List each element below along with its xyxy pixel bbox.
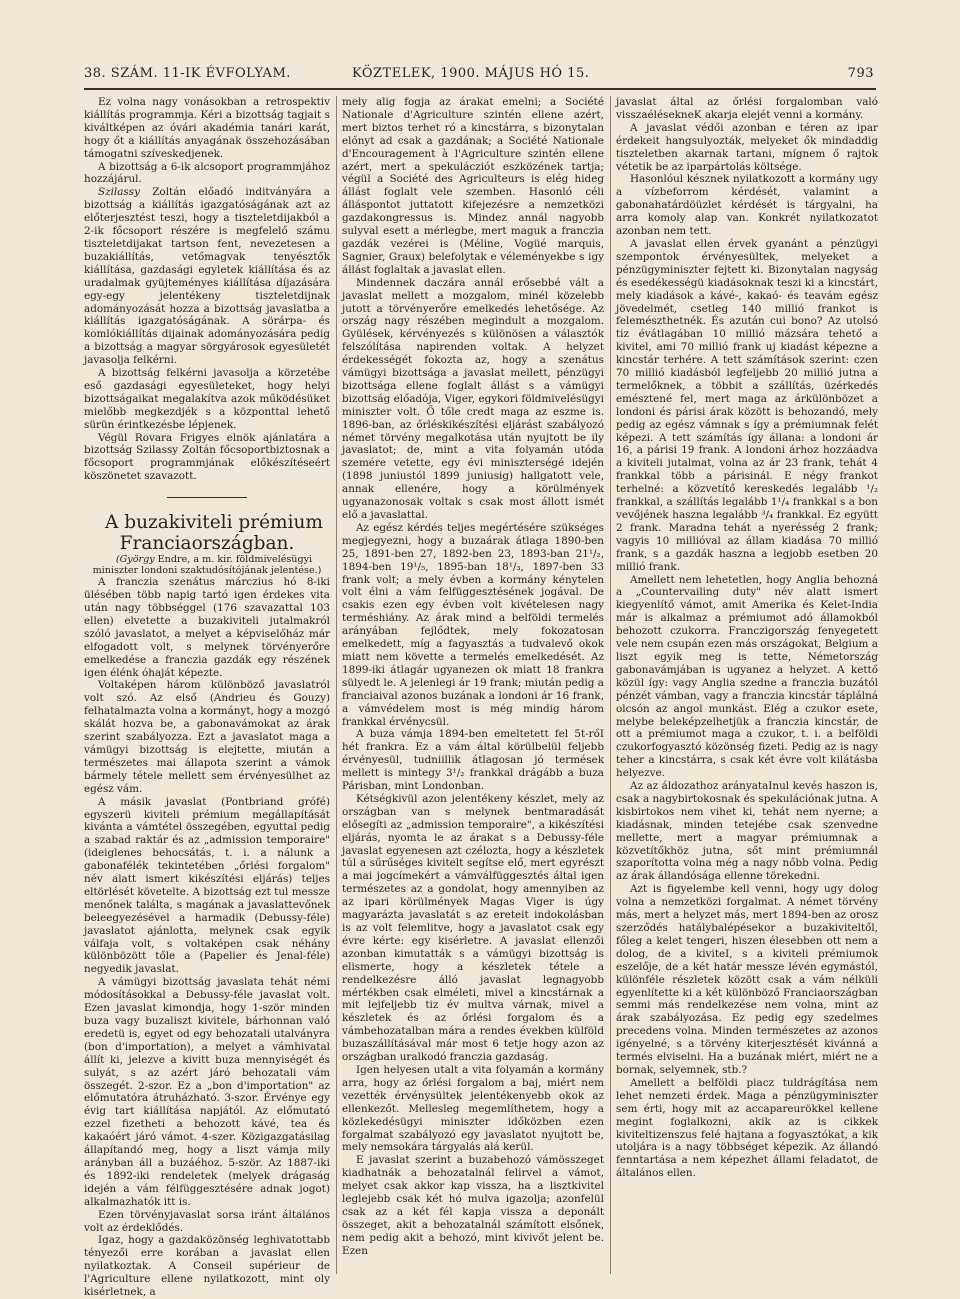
paragraph: Az egész kérdés teljes megértésére szükséges megjegyezni, hogy a buzaárak átlaga 1890-ben 25, 1891-ben 27, 1892-ben 23, 1893-ban 21¹/₂, 1894-ben 19¹/₅, 1895-ban 18¹/₃, 1897-ben 33 frank volt; a mely évben a kormány kénytelen volt élni a vám felfüggesztésének jogával. De csakis ezen egy évben volt kivételesen nagy terméshiány. Az árak mind a belföldi termelés arányában fejlődtek, mely fokozatosan emelkedett, míg a fagyasztás a tudvalevő okok miatt nem követte a termelés emelkedését. Az 1899-iki átlagár ugyanezen ok miatt 18 frankra sülyedt le. A jelenlegi ár 19 frank; miután pedig a franciaival azonos buzának a londoni ár 16 frank, a vámvédelem most is még mindig három frankkal érvénycsül. — [342, 521, 604, 728]
paragraph-text: Zoltán előadó inditványára a bizottság a kiállítás igazgatóságának azt az előterjesztést teszi, hogy a tiszteletdijakból a 2-ik főcsoport részére is megfelelő számu tiszteletdijakat tartson fent, nevezetesen a buzakiállítás, vetőmagvak tenyésztők kiállítása, gazdasági egyletek kiállítása és az uradalmak gyüjteményes kiállítása díjazására egy-egy jelentékeny tiszteletdijnak adományozását hozza a bizottság javaslatba a kiállítás igazgatóságának. A sörárpa- és komlókiállítás dijainak adományozására pedig a bizottság a magyar sörgyárosok egyesületét javasolja felkérni. — [84, 186, 330, 367]
paragraph: Mindennek daczára annál erősebbé vált a javaslat mellett a mozgalom, minél közelebb jutott a törvényerőre emelkedés lehetősége. Az ország nagy részében megindult a mozgalom. Gyülések, kérvényezés s különösen a választók felszólítása napirenden voltak. A helyzet érdekességét fokozta az, hogy a szenátus vámügyi bizottsága a javaslat mellett, pénzügyi bizottsága ellene foglalt állást s a vámügyi bizottság előadója, Viger, egykori földmivelésügyi miniszter volt. Ő tőle credt maga az eszme is. 1896-ban, az őrléskikészítési eljárást szabályozó német törvény megalkotása után nyujtott be ily javaslatot; de, mint a vita folyamán utóda szemére vetette, egy évi miniszterségé idején (1898 juniustól 1899 juniusig) hallgatott vele, annak ellenére, hogy a körülmények ugyanazonosak voltak s csak most állott ismét elő a javaslattal. — [342, 276, 604, 521]
author-name: (György — [115, 554, 155, 566]
article-separator — [167, 497, 247, 498]
header-rule — [84, 88, 876, 90]
issue-label: 38. SZÁM. 11-IK ÉVFOLYAM. — [84, 66, 291, 81]
paragraph: Azt is figyelembe kell venni, hogy ugy dolog volna a nemzetközi forgalmat. A német törvény más, mert a helyzet más, mert 1894-ben az orosz szerződés hatálybalépésekor a buzakiviteltől, főleg a kelet tengeri, hiszen élesebben ott nem a dolog, de a kiviteI, s a kiviteli prémiumok eszelője, de a két határ messze lévén egymástól, különféle részletek között csak a vám nélküli egyenlítette ki a két különböző Franciaországban semmi más rendelkezése nem volna, mint az árak szabályozása. Ez pedig egy szedelmes precedens volna. Minden természetes az azonos igényelné, s a törvény kiterjesztését kivánná a termés elviselni. Ha a buzának miért, miért ne a bornak, selyemnek, stb.? — [616, 883, 878, 1076]
article-byline — [84, 554, 330, 576]
paragraph: A bizottság felkérni javasolja a körzetébe eső gazdasági egyesületeket, hogy helyi bizottságaikat megalakítva azok működésüket mielőbb megkezdjék s a központtal lehető sürün érintkezésbe lépjenek. — [84, 367, 330, 431]
publication-date: KÖZTELEK, 1900. MÁJUS HÓ 15. — [352, 66, 590, 81]
paragraph: A buza vámja 1894-ben emeltetett fel 5t-rőI hét frankra. Ez a vám által körülbelül feljebb érvényesül, tudniillik átlagosan jó termések mellett is mintegy 3¹/₂ frankkal drágább a buza Párisban, mint Londonban. — [342, 728, 604, 793]
paragraph: A franczia szenátus márczius hó 8-iki ülésében több napig tartó igen érdekes vita után nagy többséggel (176 szavazattal 103 ellen) elvetette a buzakiviteli jutalmakról szóló javaslatot, a melyet a képviselőház már elfogadott volt, s melynek törvényerőre emelkedése a franczia gazdák egy részének igen élénk óhaját képezte. — [84, 576, 330, 679]
paragraph: Igen helyesen utalt a vita folyamán a kormány arra, hogy az őrlési forgalom a baj, miért nem vezették érvénysültek jelentékenyebb okok az ellenkezőt. Mellesleg megemlíthetem, hogy a közlekedésügyi miniszter időközben ezen forgalmat szabályozó egy javaslatot nyujtott be, mely nemsokára tárgyalás alá kerül. — [342, 1063, 604, 1154]
article-headline: A buzakiviteli prémium Franciaországban. — [105, 512, 323, 555]
paragraph: Ez volna nagy vonásokban a retrospektiv kiállítás programmja. Kéri a bizottság tagjait s kiváltképen az óvári akadémia tanári karát, hogy őt a kiállítás anyagának összehozásában támogatni szíveskedjenek. — [84, 96, 330, 160]
paragraph: Voltaképen három különböző javaslatról volt szó. Az első (Andrieu és Gouzy) felhatalmazta volna a kormányt, hogy a mozgó skálát hozva be, a gabonavámokat az árak szerint szabályozza. Ezt a javaslatot maga a vámügyi bizottság is elejtette, miután a természetes mai állapota szerint a vámok bármely tétele mellett sem érvényesülhet az egész vám. — [84, 679, 330, 795]
paragraph: A javaslat védői azonban e téren az ipar érdekeit hangsulyozták, melyeket ők mindaddig tiszteletben akarnak tartani, mígnem ő rajtok vétetik be az iparpártolás költsége. — [616, 121, 878, 173]
paragraph: Amellett a belföldi piacz tuldrágítása nem lehet nemzeti érdek. Maga a pénzügyminiszter sem érti, hogy mit az accapareurökkel kellene megint foglalkozni, akik az is cikkek kiviteltizenszus felé hajtana a fogyasztókat, a kik utoljára is a nagy többséget képezik. Az állandó fenntartása a nem képezhet állami feladatot, de általános ellen. — [616, 1076, 878, 1180]
page-number: 793 — [847, 66, 874, 81]
page-header — [84, 64, 876, 86]
paragraph: Kétségkivül azon jelentékeny készlet, mely az országban van s melynek bentmaradását elősegíti az „admission temporaire", a kikészítési eljárás, nyomta le az árakat s a Debussy-féle javaslat egyenesen azt czélozta, hogy a készletek túl a sűrűséges kivitelt segítse elő, mert egyrészt a mai jogcímekért a vámválfüggesztés által igen természetes az a gondolat, hogy amennyiben az az ipari körülmények Magas Viger is úgy magyarázta javaslatát s az ereteit indokolásban is az volt felemlitve, hogy a javaslatot csak egy évre kérte: egy kisérletre. A javaslat ellenzői azonban kimutatták s a vámügyi bizottság is elismerte, hogy a készletek tétele a rendelkezésre álló javaslat legnagyobb mértékben csak elméleti, mivel a kincstárnak a mit lejfeljebb tiz év multva várnak, mivel a készletek és az őrlési forgalom és a vámbehozatalban mára a rendes években külföld buzaszállításával már most 6 tetje hogy azon az országban uralkodó franczia gazdaság. — [342, 792, 604, 1064]
paragraph: javaslat által az őrlési forgalomban való visszaélésekneK akarja elejét venni a kormány. — [616, 96, 878, 121]
paragraph: Ezen törvényjavaslat sorsa iránt általános volt az érdeklődés. — [84, 1208, 330, 1234]
paragraph: mely alig fogja az árakat emelni; a Société Nationale d'Agriculture szintén ellene azért, mert biztos terhet ró a kincstárra, s bizonytalan előnyt ad csak a gazdának; a Société Nationale d'Encouragement à l'Agriculture szintén ellene azért, mert a spekulácziót eszközének tartja; végül a Société des Agriculteurs is elég hideg állást foglalt vele szemben. Hasonló céli álláspontot juttatott kifejezésre a nemzetközi gazdakongressus is. Mindez annál nagyobb sulyval esett a mérlegbe, mert maguk a franczia gazdák vezérei is (Méline, Vogüé marquis, Sagnier, Graux) belefolytak e véleményekbe s igy állást foglaltak a javaslat ellen. — [342, 96, 604, 276]
name: Szilassy — [98, 186, 140, 199]
byline-text: Endre, a m. kir. földmivelésügyi miniszter londoni szaktudósítójának jelentése.) — [92, 554, 322, 577]
column-divider — [336, 96, 337, 1274]
paragraph: A másik javaslat (Pontbriand grófé) egyszerü kiviteli prémium megállapítását kivánta a vámtétel összegében, egyuttal pedig a szabad raktár és az „admission temporaire" (ideiglenes behocsátás, t. i. a nálunk a gabonafélék tekintetében „őrlési forgalom" név alatt ismert kikészítési eljárás) teljes eltörlését követelte. A bizottság ezt tul messze menőnek találta, s magának a javaslattevőnek beleegyezésével a harmadik (Debussy-féle) javaslatot ajánlotta, melynek csak egyik válfaja volt, s voltaképen csak néhány különbözött tőle a (Papelier és Jenal-féle) negyedik javaslat. — [84, 795, 330, 976]
paragraph: Hasonlóul késznek nyilatkozott a kormány ugy a vízbeforrom kérdését, valamint a gabonahatárdöüzlet kérdését is tárgyalni, ha arra komoly alap van. Konkrét nyilatkozatot azonban nem tett. — [616, 173, 878, 238]
paragraph: A bizottság a 6-ik alcsoport programmjához hozzájárul. — [84, 160, 330, 186]
paragraph: A vámügyi bizottság javaslata tehát némi módosításokkal a Debussy-féle javaslat volt. Ezen javaslat kimondja, hogy 1-ször minden buza vagy buzaliszt kivitele, bárhonnan való eredetü is, egyet od egy behozatali utalványra (bon d'importation), a melyet a vámhivatal állít ki, jelezve a kivitt buza mennyiségét és sulyát, s az azért járó behozatali vám összegét. 2-szor. Ez a „bon d'importation" az előmutatóra átruházható. 3-szor. Érvénye egy évig tart kiállítása napjától. Az előmutató ezzel fizetheti a behozott kávé, tea és kakaóért járó vámot. 4-szer. Közigazgatásilag állapítandó meg, hogy a liszt vámja mily arányban áll a buzáéhoz. 5-ször. Az 1887-iki és 1892-iki rendeletek (melyek drágaság idején a vám félfüggesztésére adnak jogot) alkalmazhatók itt is. — [84, 976, 330, 1208]
paragraph: Végül Rovara Frigyes elnök ajánlatára a bizottság Szilassy Zoltán főcsoportbiztosnak a főcsoport programmjának előkészítéseért köszönetet szavazott. — [84, 431, 330, 483]
paragraph — [84, 186, 330, 367]
column-2 — [342, 96, 604, 1276]
paragraph: Amellett nem lehetetlen, hogy Anglia behozná a „Countervailing duty" név alatt ismert kiegyenlítő vámot, amit Amerika és Kelet-India már is alkalmaz a prémiumot adó államokból behozott czukorra. Franczigország fenyegetett vele nem csupán ezen más országokat, Belgium a liszt egyik meg is tette, Németország gabonavámjában is ugyanez a helyzet. A kettő közül így: vagy Anglia szedne a franczia buzától pénzét vámban, vagy a franczia kincstár táplálná olcsón az angol munkást. Elég a czukor esete, melybe beleképzelhetjük a franczia kincstár, de ott a prémiumot maga a czukor, t. i. a belföldi czukorfogyasztó közönség fizeti. Pedig az is nagy teher a kincstárra, s csak két évre volt kilátásba helyezve. — [616, 573, 878, 780]
paragraph: A javaslat ellen érvek gyanánt a pénzügyi szempontok érvényesültek, melyeket a pénzügyminiszter fejtett ki. Bizonytalan nagyság és esedékességü kiadásoknak teszi ki a kincstárt, mely kiadások a kávé-, kakaó- és teavám egész jövedelmét, csetleg 140 millió frankot is felemészthetnék. És azután cui bono? Az utolsó tiz évátlagában 10 millió mázsára tehető a kivitel, ami 70 millió frank uj kiadást képezne a kincstár terhére. A tett számítások szerint: czen 70 millió kiadásból legfeljebb 20 millió jutna a termelőknek, a többit a szállítás, üzérkedés emésztené fel, mert maga az árkülönbözet a londoni és párisi árak között is behozandó, mely pedig az egész vámnak s így a prémiumnak felét képezi. A tett számítás így állana: a londoni ár 16, a párisi 19 frank. A londoni árhoz hozzáadva a kiviteli jutalmat, volna az ár 23 frank, tehát 4 frankkal több a párisinál. E négy frankot terhelné: a közvetítő kereskedés legalább ¹/₂ frankkal, a szállítás legalább 1¹/₄ frankkal s a bon vevőjének haszna legalább ³/₄ frankkal. Ez együtt 2 frank. Maradna tehát a nyerésség 2 frank; vagyis 10 millióval az állam kiadása 70 millió frank, s a gazdák haszna a legjobb esetben 20 millió frank. — [616, 237, 878, 573]
paragraph: Az az áldozathoz arányataInul kevés haszon is, csak a nagybirtokosnak és spekulációnak jutna. A kisbirtokos nem vihet ki, tehát nem nyerne; a kiadásnak, minden tetejébe csak szenvedne mellette, mert a magyar prémiumnak a közvetítőkhöz jutna, sőt mint prémiumnál szaporította volna még a nagy nőbb volna. Pedig az árak állandósága ellenne törekedni. — [616, 780, 878, 883]
paragraph: E javaslat szerint a buzabehozó vámösszeget kiadhatnák a behozatalnál felirvel a vámot, melyet csak akkor kap vissza, ha a lisztkivitel leglejebb csak két hó mulva igazolja; azonfelül csak az a két fél kapja vissza a deponált összeget, akit a behozatalnál számított elsőnek, nem pedig akit a behozó, mint kivivőt jelent be. Ezen — [342, 1154, 604, 1257]
column-divider — [610, 96, 611, 1274]
column-1 — [84, 96, 330, 1299]
column-3 — [616, 96, 878, 1276]
paragraph: Igaz, hogy a gazdaközönség leghivatottabb tényezői erre korában a javaslat ellen nyilatkoztak. A Conseil supérieur de l'Agriculture ellene nyilatkozott, mint oly kisérletnek, a — [84, 1234, 330, 1299]
